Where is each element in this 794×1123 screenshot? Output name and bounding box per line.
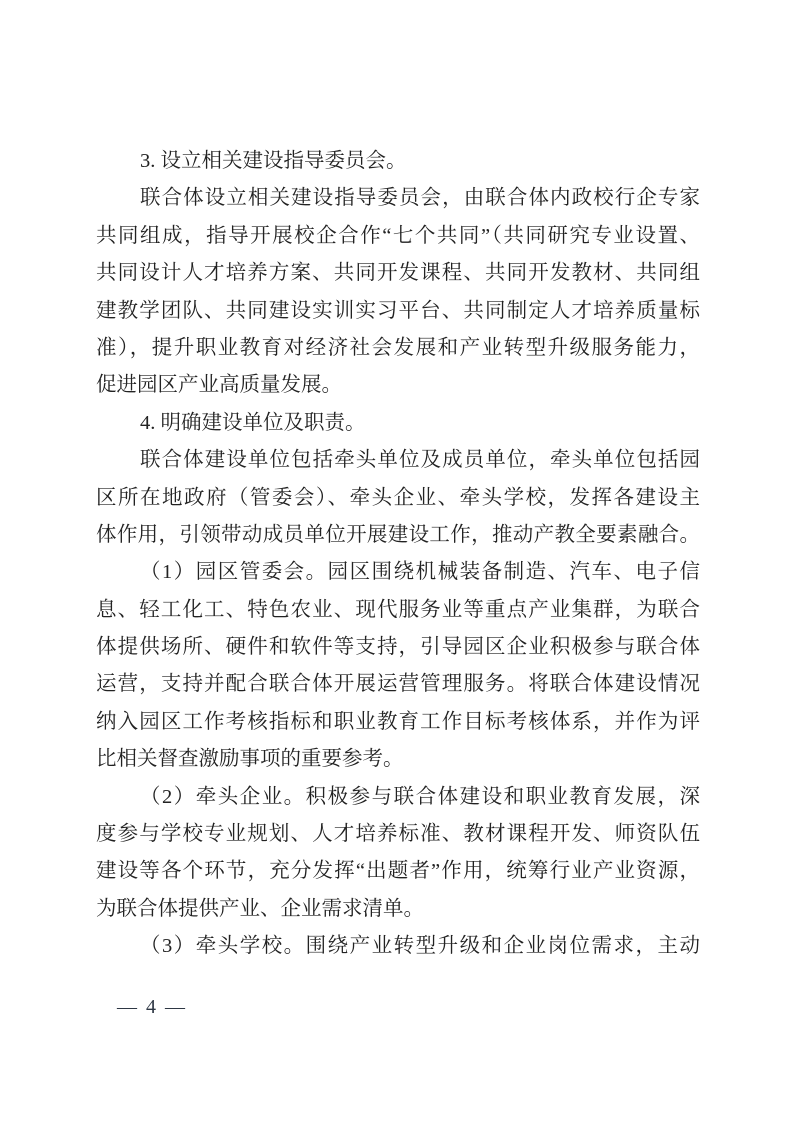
text-line: 区所在地政府（管委会）、牵头企业、牵头学校，发挥各建设主 xyxy=(96,486,700,509)
text-line: 体作用，引领带动成员单位开展建设工作，推动产教全要素融合。 xyxy=(96,523,700,546)
text-line: 促进园区产业高质量发展。 xyxy=(96,374,342,397)
text-line: 息、轻工化工、特色农业、现代服务业等重点产业集群，为联合 xyxy=(96,598,700,621)
text-line: 体提供场所、硬件和软件等支持，引导园区企业积极参与联合体 xyxy=(96,636,700,659)
paragraph xyxy=(96,779,700,929)
text-line: 纳入园区工作考核指标和职业教育工作目标考核体系，并作为评 xyxy=(96,710,700,733)
paragraph xyxy=(96,554,700,778)
text-line: （1）园区管委会。园区围绕机械装备制造、汽车、电子信 xyxy=(140,561,700,584)
text-line: （2）牵头企业。积极参与联合体建设和职业教育发展，深 xyxy=(140,785,700,808)
text-line: 建设等各个环节，充分发挥“出题者”作用，统筹行业产业资源， xyxy=(96,860,700,883)
text-line: 为联合体提供产业、企业需求清单。 xyxy=(96,897,424,920)
text-line: 运营，支持并配合联合体开展运营管理服务。将联合体建设情况 xyxy=(96,673,700,696)
text-line: 联合体建设单位包括牵头单位及成员单位，牵头单位包括园 xyxy=(140,449,700,472)
page-number: — 4 — xyxy=(117,996,187,1018)
paragraph xyxy=(96,405,700,442)
text-line: （3）牵头学校。围绕产业转型升级和企业岗位需求，主动 xyxy=(140,935,700,958)
paragraph xyxy=(96,143,700,180)
document-body xyxy=(96,143,700,966)
text-line: 共同组成，指导开展校企合作“七个共同”（共同研究专业设置、 xyxy=(96,224,700,247)
text-line: 比相关督查激励事项的重要参考。 xyxy=(96,748,404,771)
page-footer xyxy=(117,990,187,1024)
text-line: 建教学团队、共同建设实训实习平台、共同制定人才培养质量标 xyxy=(96,299,700,322)
paragraph xyxy=(96,928,700,965)
text-line: 4. 明确建设单位及职责。 xyxy=(140,411,366,434)
text-line: 准），提升职业教育对经济社会发展和产业转型升级服务能力， xyxy=(96,336,700,359)
text-line: 度参与学校专业规划、人才培养标准、教材课程开发、师资队伍 xyxy=(96,823,700,846)
text-line: 联合体设立相关建设指导委员会，由联合体内政校行企专家 xyxy=(140,187,700,210)
text-line: 共同设计人才培养方案、共同开发课程、共同开发教材、共同组 xyxy=(96,262,700,285)
text-line: 3. 设立相关建设指导委员会。 xyxy=(140,150,407,172)
paragraph xyxy=(96,180,700,404)
paragraph xyxy=(96,442,700,554)
